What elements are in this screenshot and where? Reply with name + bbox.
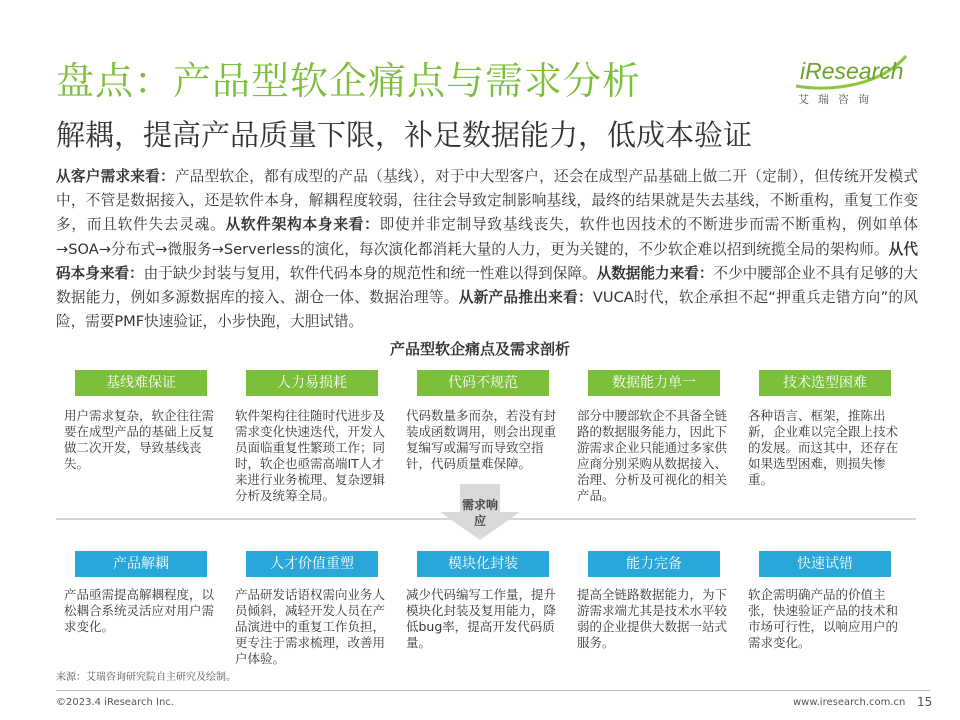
text-architecture: 即使并非定制导致基线丧失，软件也因技术的不断进步而需不断重构，例如单体→SOA→分布式→微服务→Serverless的演化，每次演化都消耗大量的人力，更为关键的，不少软企难以招到统揽全局的架构师。: [56, 216, 918, 258]
page-number: 15: [917, 695, 933, 709]
response-desc-capability: 提高全链路数据能力，为下游需求端尤其是技术水平较弱的企业提供大数据一站式服务。: [577, 587, 728, 650]
response-desc-decouple: 产品亟需提高解耦程度，以松耦合系统灵活应对用户需求变化。: [64, 587, 215, 634]
pain-desc-tech: 各种语言、框架，推陈出新，企业难以完全跟上技术的发展。而这其中，还存在如果选型困难，则损失惨重。: [748, 408, 899, 487]
heading-customer-demand: 从客户需求来看：: [56, 168, 175, 185]
pain-tag-tech: 技术选型困难: [759, 370, 891, 396]
copyright: ©2023.4 iResearch Inc.: [56, 697, 174, 708]
pain-tag-manpower: 人力易损耗: [246, 370, 378, 396]
pain-desc-manpower: 软件架构往往随时代进步及需求变化快速迭代，开发人员面临重复性繁琐工作；同时，软企也亟需高端IT人才来进行业务梳理、复杂逻辑分析及统筹全局。: [235, 408, 386, 503]
iresearch-logo: [790, 52, 910, 112]
heading-new-product: 从新产品推出来看：: [458, 289, 593, 307]
logo-subtext: 艾瑞咨询: [798, 93, 878, 106]
response-desc-trial: 软企需明确产品的价值主张，快速验证产品的技术和市场可行性，以响应用户的需求变化。: [748, 587, 899, 650]
source-note: 来源：艾瑞咨询研究院自主研究及绘制。: [56, 672, 236, 683]
response-tag-talent: 人才价值重塑: [246, 551, 378, 577]
pain-tag-code: 代码不规范: [417, 370, 549, 396]
heading-data-capability: 从数据能力来看：: [596, 264, 714, 282]
text-customer-demand: 产品型软企，都有成型的产品（基线），对于中大型客户，还会在成型产品基础上做二开（定制），但传统开发模式中，不管是数据接入，还是软件本身，解耦程度较弱，往往会导致定制影响基线，最终的结果就是失去基线，不断重构，重复工作变多，而且软件失去灵魂。: [56, 168, 918, 234]
response-tag-trial: 快速试错: [759, 551, 891, 577]
pain-tag-baseline: 基线难保证: [75, 370, 207, 396]
response-desc-modular: 减少代码编写工作量，提升模块化封装及复用能力，降低bug率，提高开发代码质量。: [406, 587, 557, 650]
response-tag-modular: 模块化封装: [417, 551, 549, 577]
section-title: 产品型软企痛点及需求剖析: [389, 340, 570, 358]
pain-desc-baseline: 用户需求复杂，软企往往需要在成型产品的基础上反复做二次开发，导致基线丧失。: [64, 408, 215, 471]
heading-code: 从代码本身来看：: [56, 240, 918, 282]
response-tag-decouple: 产品解耦: [75, 551, 207, 577]
arrow-label: 需求响应: [461, 498, 498, 528]
page-subtitle: 解耦，提高产品质量下限，补足数据能力，低成本验证: [56, 118, 753, 152]
response-desc-talent: 产品研发话语权需向业务人员倾斜，减轻开发人员在产品演进中的重复工作负担，更专注于需求梳理，改善用户体验。: [235, 587, 386, 666]
analysis-paragraph: [56, 165, 918, 334]
footer-divider: [56, 690, 930, 691]
heading-architecture: 从软件架构本身来看：: [225, 216, 380, 234]
pain-tag-data: 数据能力单一: [588, 370, 720, 396]
website-link[interactable]: www.iresearch.com.cn: [793, 697, 906, 708]
text-data-capability: 不少中腰部企业不具有足够的大数据能力，例如多源数据库的接入、湖仓一体、数据治理等。: [56, 264, 918, 307]
text-new-product: VUCA时代，软企承担不起“押重兵走错方向”的风险，需要PMF快速验证，小步快跑，大胆试错。: [56, 289, 918, 331]
response-tag-capability: 能力完备: [588, 551, 720, 577]
pain-desc-data: 部分中腰部软企不具备全链路的数据服务能力，因此下游需求企业只能通过多家供应商分别采购从数据接入、治理、分析及可视化的相关产品。: [577, 408, 728, 503]
pain-desc-code: 代码数量多而杂，若没有封装成函数调用，则会出现重复编写或漏写而导致空指针，代码质量难保障。: [406, 408, 557, 471]
logo-text: iResearch: [800, 58, 904, 84]
page-title: 盘点：产品型软企痛点与需求分析: [56, 59, 642, 103]
text-code: 由于缺少封装与复用，软件代码本身的规范性和统一性难以得到保障。: [143, 264, 597, 282]
